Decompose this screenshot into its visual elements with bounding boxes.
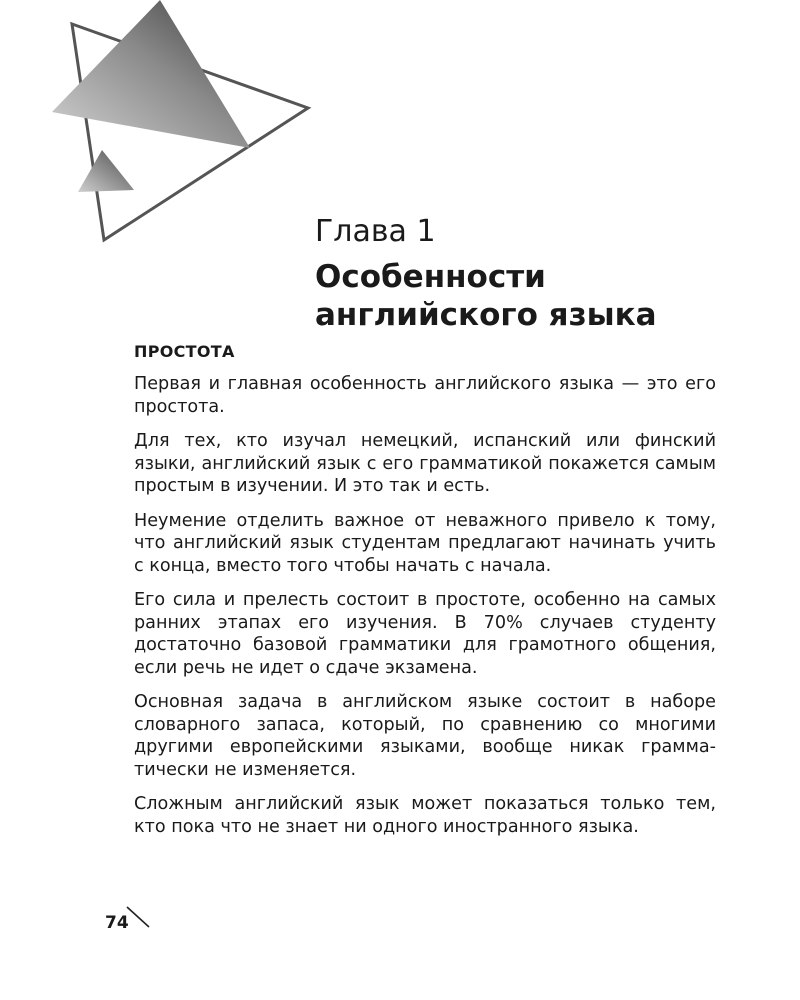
folio-slash — [105, 905, 155, 945]
large-gradient-triangle — [52, 0, 250, 148]
chapter-number: Глава 1 — [315, 214, 436, 249]
page-folio — [105, 905, 155, 945]
section-heading: ПРОСТОТА — [134, 342, 235, 361]
paragraph: Основная задача в английском языке состоит в наборе словарного запаса, который, по сравнению со многими другими европейскими языками, вообще никак грамматически не изменяется. — [134, 692, 716, 780]
chapter-title — [315, 258, 755, 334]
paragraph: Для тех, кто изучал немецкий, испанский или финский языки, английский язык с его грамматикой покажется самым простым в изучении. И это так и есть. — [134, 431, 716, 496]
paragraph: Первая и главная особенность английского языка — это его простота. — [134, 374, 716, 417]
body-text — [134, 342, 716, 850]
page-number: 74 — [105, 913, 129, 933]
decorative-triangles — [0, 0, 340, 260]
small-gradient-triangle — [78, 150, 134, 192]
chapter-title-line1: Особенности — [315, 259, 546, 295]
paragraph: Сложным английский язык может показаться только тем, кто пока что не знает ни одного иностранного языка. — [134, 794, 716, 837]
chapter-title-line2: английского языка — [315, 297, 657, 333]
paragraph: Неумение отделить важное от неважного привело к тому, что английский язык студентам предлагают начинать учить с конца, вместо того чтобы начать с начала. — [134, 510, 716, 576]
paragraph: Его сила и прелесть состоит в простоте, особенно на самых ранних этапах его изучения. В 70% случаев студенту достаточно базовой грамматики для грамотного общения, если речь не идет о сдаче экзамена. — [134, 590, 716, 678]
